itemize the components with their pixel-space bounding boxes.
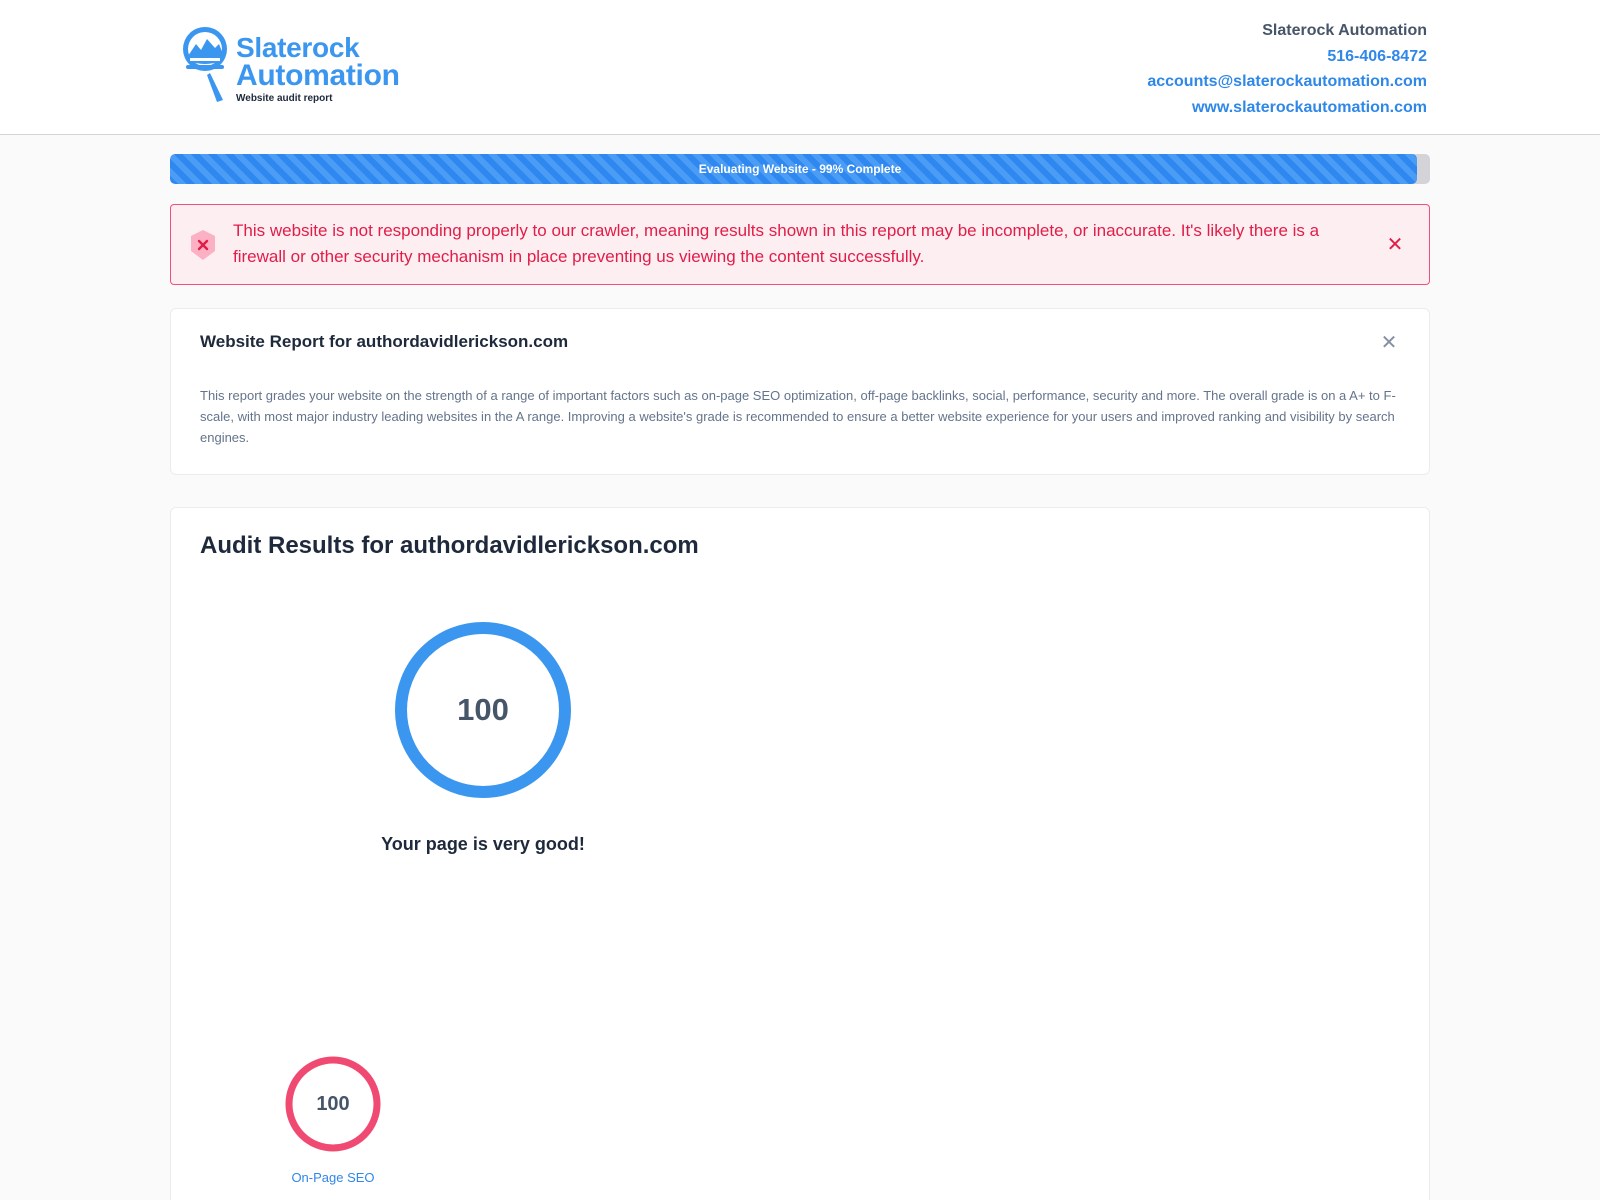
overall-score-value: 100: [457, 692, 509, 727]
magnifier-mountain-icon: [180, 24, 232, 104]
contact-block: [1147, 18, 1427, 120]
overall-score-gauge: [393, 620, 573, 800]
phone-link[interactable]: 516-406-8472: [1327, 47, 1427, 65]
report-title: Website Report for authordavidlerickson.com: [200, 332, 569, 351]
close-icon: ✕: [1380, 332, 1398, 354]
alert-close-button[interactable]: [1379, 229, 1411, 261]
logo[interactable]: [180, 22, 430, 104]
on-page-seo-score: 100: [316, 1093, 350, 1115]
on-page-seo-gauge: [283, 1054, 383, 1154]
company-name: Slaterock Automation: [1262, 22, 1427, 39]
close-icon: ✕: [1386, 234, 1404, 256]
crawler-warning-alert: [170, 204, 1430, 285]
logo-text-line2: Automation: [236, 59, 400, 92]
progress-bar: [170, 154, 1430, 184]
audit-results-card: [170, 507, 1430, 1200]
logo-subtitle: Website audit report: [236, 93, 333, 104]
score-verdict: Your page is very good!: [381, 834, 585, 854]
report-description: This report grades your website on the strength of a range of important factors such as on-page SEO optimization, off-page backlinks, social, performance, security and more. The overall grade is on a A+ to F- scale, with most major industry leading websites in the A range. Improving a website's grade is recommended to ensure a better website experience for your users and improved ranking and visibility by search engines.: [200, 388, 1396, 445]
on-page-seo-link[interactable]: On-Page SEO: [291, 1170, 375, 1185]
alert-message: This website is not responding properly to our crawler, meaning results shown in this report may be incomplete, or inaccurate. It's likely there is a firewall or other security mechanism in place preventing us viewing the content successfully.: [233, 221, 1320, 266]
email-link[interactable]: accounts@slaterockautomation.com: [1147, 73, 1427, 90]
report-close-button[interactable]: [1375, 329, 1403, 357]
logo-text-line1: Slaterock: [236, 32, 360, 63]
audit-title: Audit Results for authordavidlerickson.com: [200, 532, 699, 559]
progress-label: Evaluating Website - 99% Complete: [698, 162, 902, 176]
shield-x-icon: [190, 229, 216, 266]
header: [0, 0, 1600, 135]
report-info-card: [170, 308, 1430, 475]
website-link[interactable]: www.slaterockautomation.com: [1191, 98, 1427, 116]
